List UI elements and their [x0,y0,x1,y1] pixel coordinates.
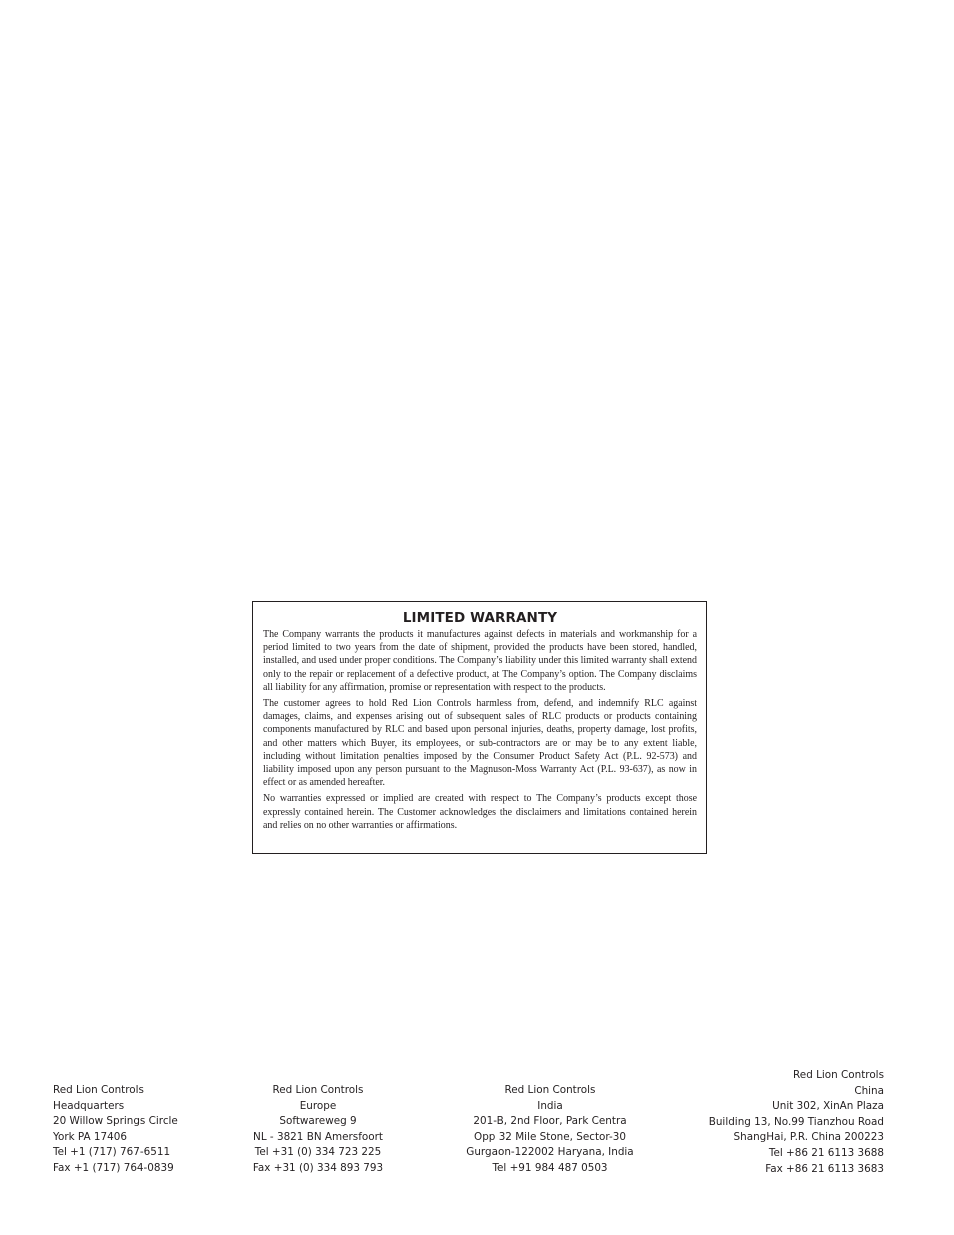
office-street-2: Opp 32 Mile Stone, Sector-30 [474,1130,626,1143]
office-company-name: Red Lion Controls [272,1084,364,1096]
office-street: Softwareweg 9 [279,1115,357,1128]
office-phone: Tel +31 (0) 334 723 225 [254,1146,382,1159]
office-india-address [459,1083,641,1177]
office-street-2: Building 13, No.99 Tianzhou Road [708,1115,884,1128]
office-headquarters-address [53,1083,178,1177]
office-phone: Tel +1 (717) 767-6511 [53,1146,171,1159]
office-phone: Tel +86 21 6113 3688 [768,1146,884,1159]
warranty-paragraph: The Company warrants the products it manufactures against defects in materials and workmanship for a period limited to two years from the date of shipment, provided the products have been stored, handled, installed, and used under proper conditions. The Company’s liability under this limited warranty shall extend only to the repair or replacement of a defective product, at The Company’s option. The Company disclaims all liability for any affirmation, promise or representation with respect to the products. [263,629,697,693]
office-city: NL - 3821 BN Amersfoort [253,1130,383,1143]
office-street: 20 Willow Springs Circle [53,1115,178,1128]
office-phone: Tel +91 984 487 0503 [492,1161,608,1174]
office-region: Europe [299,1099,337,1112]
office-fax: Fax +31 (0) 334 893 793 [252,1161,384,1174]
office-fax: Fax +86 21 6113 3683 [765,1162,884,1175]
office-region: China [854,1084,884,1097]
office-china-address [709,1068,884,1177]
office-region: Headquarters [53,1099,125,1112]
office-fax: Fax +1 (717) 764-0839 [53,1161,174,1174]
limited-warranty-box [252,601,707,854]
office-street: 201-B, 2nd Floor, Park Centra [473,1115,627,1128]
office-city: York PA 17406 [53,1130,127,1143]
office-region: India [537,1099,563,1112]
office-city: ShangHai, P.R. China 200223 [733,1131,884,1144]
office-street: Unit 302, XinAn Plaza [772,1100,884,1113]
office-city: Gurgaon-122002 Haryana, India [466,1146,634,1159]
office-company-name: Red Lion Controls [53,1084,144,1096]
office-europe-address [237,1083,399,1177]
warranty-paragraph: No warranties expressed or implied are created with respect to The Company’s products except those expressly contained herein. The Customer acknowledges the disclaimers and limitations contained herein and relies on no other warranties or affirmations. [263,793,697,831]
warranty-paragraph: The customer agrees to hold Red Lion Controls harmless from, defend, and indemnify RLC against damages, claims, and expenses arising out of subsequent sales of RLC products or products containing components manufactured by RLC and based upon personal injuries, deaths, property damage, lost profits, and other matters which Buyer, its employees, or sub-contractors are or may be to any extent liable, including without limitation penalties imposed by the Consumer Product Safety Act (P.L. 92-573) and liability imposed upon any person pursuant to the Magnuson-Moss Warranty Act (P.L. 93-637), as now in effect or as amended hereafter. [263,698,697,789]
warranty-title: LIMITED WARRANTY [402,610,558,626]
office-company-name: Red Lion Controls [504,1084,596,1096]
office-company-name: Red Lion Controls [793,1069,884,1081]
